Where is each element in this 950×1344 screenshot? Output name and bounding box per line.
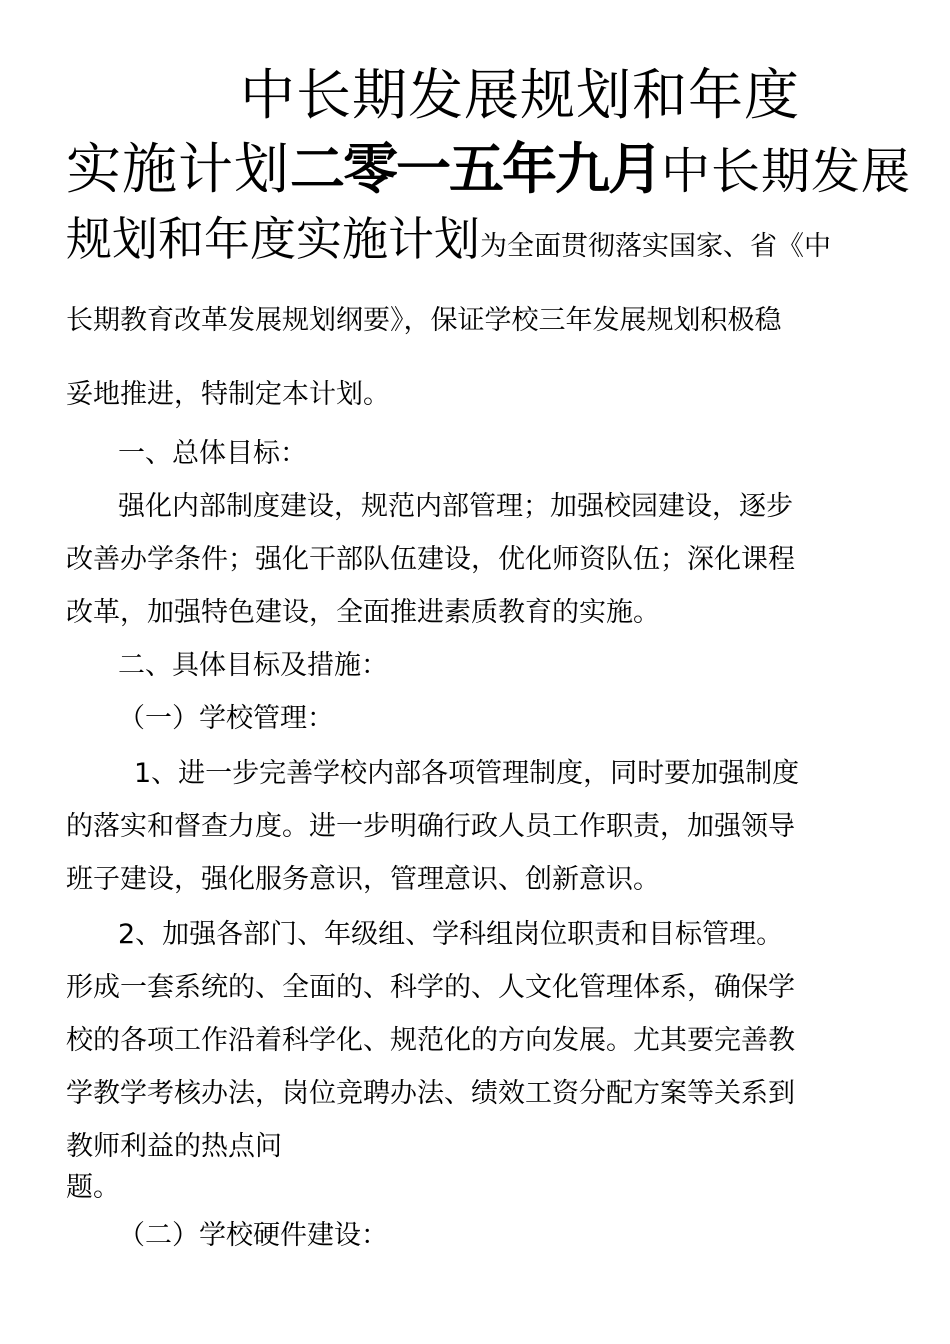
item-1-line-3: 班子建设，强化服务意识，管理意识、创新意识。	[66, 864, 660, 895]
subsection-1-heading: （一）学校管理：	[118, 703, 334, 734]
section-1-line-2: 改善办学条件；强化干部队伍建设，优化师资队伍；深化课程	[66, 544, 795, 575]
item-1-line-1: 1、进一步完善学校内部各项管理制度，同时要加强制度	[134, 758, 800, 789]
title-line-1	[240, 62, 800, 128]
intro-line-2: 妥地推进，特制定本计划。	[66, 379, 390, 410]
title-text-1: 中长期发展规划和年度	[240, 63, 801, 127]
title-text-2c: 中长期发展	[661, 143, 912, 200]
title-text-2a: 实施计划	[66, 137, 291, 201]
item-2-line-6: 题。	[66, 1172, 120, 1203]
section-1-line-3: 改革，加强特色建设，全面推进素质教育的实施。	[66, 597, 660, 628]
item-1-line-2: 的落实和督查力度。进一步明确行政人员工作职责，加强领导	[66, 811, 795, 842]
section-1-heading: 一、总体目标：	[118, 438, 307, 469]
intro-line-1: 长期教育改革发展规划纲要》，保证学校三年发展规划积极稳	[66, 305, 782, 336]
title-line-3	[66, 212, 831, 267]
item-2-line-4: 学教学考核办法，岗位竞聘办法、绩效工资分配方案等关系到	[66, 1078, 795, 1109]
section-2-heading: 二、具体目标及措施：	[118, 650, 388, 681]
item-2-line-3: 校的各项工作沿着科学化、规范化的方向发展。尤其要完善教	[66, 1025, 795, 1056]
item-2-line-5: 教师利益的热点问	[66, 1131, 282, 1162]
section-1-line-1: 强化内部制度建设，规范内部管理；加强校园建设，逐步	[118, 491, 793, 522]
item-2-line-2: 形成一套系统的、全面的、科学的、人文化管理体系，确保学	[66, 972, 795, 1003]
title-line-2	[66, 136, 911, 202]
item-2-line-1: 2、加强各部门、年级组、学科组岗位职责和目标管理。	[118, 919, 784, 950]
subsection-2-heading: （二）学校硬件建设：	[118, 1220, 388, 1251]
intro-text-start: 为全面贯彻落实国家、省《中	[480, 231, 831, 262]
title-date: 二零一五年九月	[290, 137, 662, 201]
title-text-3a: 规划和年度实施计划	[66, 212, 480, 266]
